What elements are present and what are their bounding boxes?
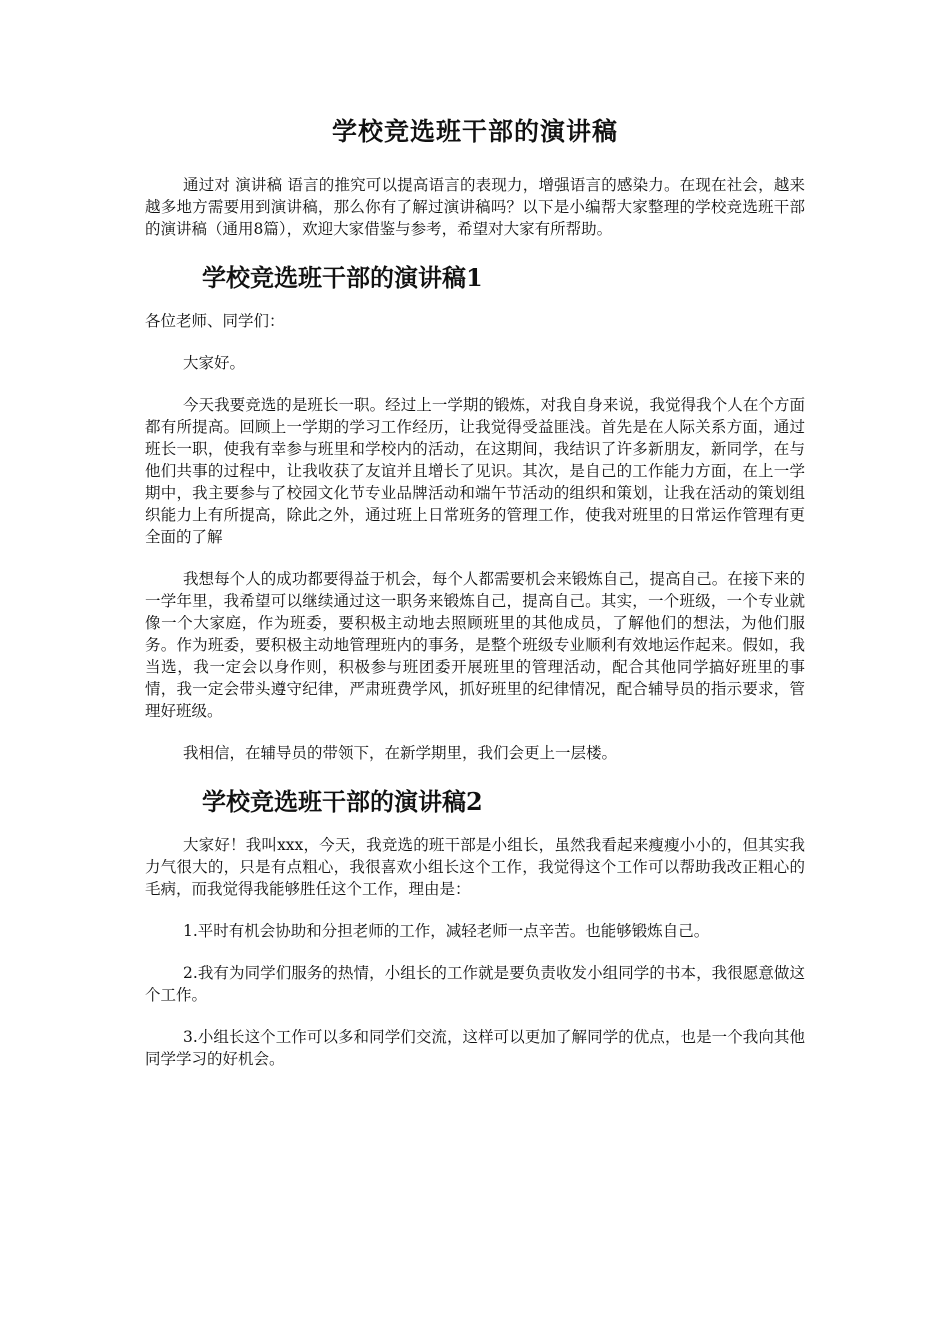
body-paragraph: 今天我要竞选的是班长一职。经过上一学期的锻炼，对我自身来说，我觉得我个人在个方面都有所提高。回顾上一学期的学习工作经历，让我觉得受益匪浅。首先是在人际关系方面，通过班长一职，使我有幸参与班里和学校内的活动，在这期间，我结识了许多新朋友，新同学，在与他们共事的过程中，让我收获了友谊并且增长了见识。其次，是自己的工作能力方面，在上一学期中，我主要参与了校园文化节专业品牌活动和端午节活动的组织和策划，让我在活动的策划组织能力上有所提高，除此之外，通过班上日常班务的管理工作，使我对班里的日常运作管理有更全面的了解 <box>145 396 805 546</box>
section-heading-2: 学校竞选班干部的演讲稿2 <box>202 787 483 816</box>
body-paragraph: 大家好！我叫xxx，今天，我竞选的班干部是小组长，虽然我看起来瘦瘦小小的，但其实我力气很大的，只是有点粗心，我很喜欢小组长这个工作，我觉得这个工作可以帮助我改正粗心的毛病，而我觉得我能够胜任这个工作，理由是： <box>145 836 805 898</box>
salutation: 各位老师、同学们： <box>145 312 285 330</box>
list-item: 2.我有为同学们服务的热情，小组长的工作就是要负责收发小组同学的书本，我很愿意做这个工作。 <box>145 964 805 1004</box>
document-page <box>145 112 805 1090</box>
list-item: 1.平时有机会协助和分担老师的工作，减轻老师一点辛苦。也能够锻炼自己。 <box>183 922 710 940</box>
intro-paragraph: 通过对 演讲稿 语言的推究可以提高语言的表现力，增强语言的感染力。在现在社会，越来越多地方需要用到演讲稿，那么你有了解过演讲稿吗？以下是小编帮大家整理的学校竞选班干部的演讲稿（通用8篇），欢迎大家借鉴与参考，希望对大家有所帮助。 <box>145 176 805 238</box>
document-title: 学校竞选班干部的演讲稿 <box>331 117 618 146</box>
body-paragraph: 我相信，在辅导员的带领下，在新学期里，我们会更上一层楼。 <box>183 744 618 762</box>
body-paragraph: 我想每个人的成功都要得益于机会，每个人都需要机会来锻炼自己，提高自己。在接下来的一学年里，我希望可以继续通过这一职务来锻炼自己，提高自己。其实，一个班级，一个专业就像一个大家庭，作为班委，要积极主动地去照顾班里的其他成员，了解他们的想法，为他们服务。作为班委，要积极主动地管理班内的事务，是整个班级专业顺利有效地运作起来。假如，我当选，我一定会以身作则，积极参与班团委开展班里的管理活动，配合其他同学搞好班里的事情，我一定会带头遵守纪律，严肃班费学风，抓好班里的纪律情况，配合辅导员的指示要求，管理好班级。 <box>145 570 805 720</box>
list-item: 3.小组长这个工作可以多和同学们交流，这样可以更加了解同学的优点，也是一个我向其他同学学习的好机会。 <box>145 1028 805 1068</box>
section-heading-1: 学校竞选班干部的演讲稿1 <box>202 263 483 292</box>
greeting: 大家好。 <box>183 354 246 372</box>
